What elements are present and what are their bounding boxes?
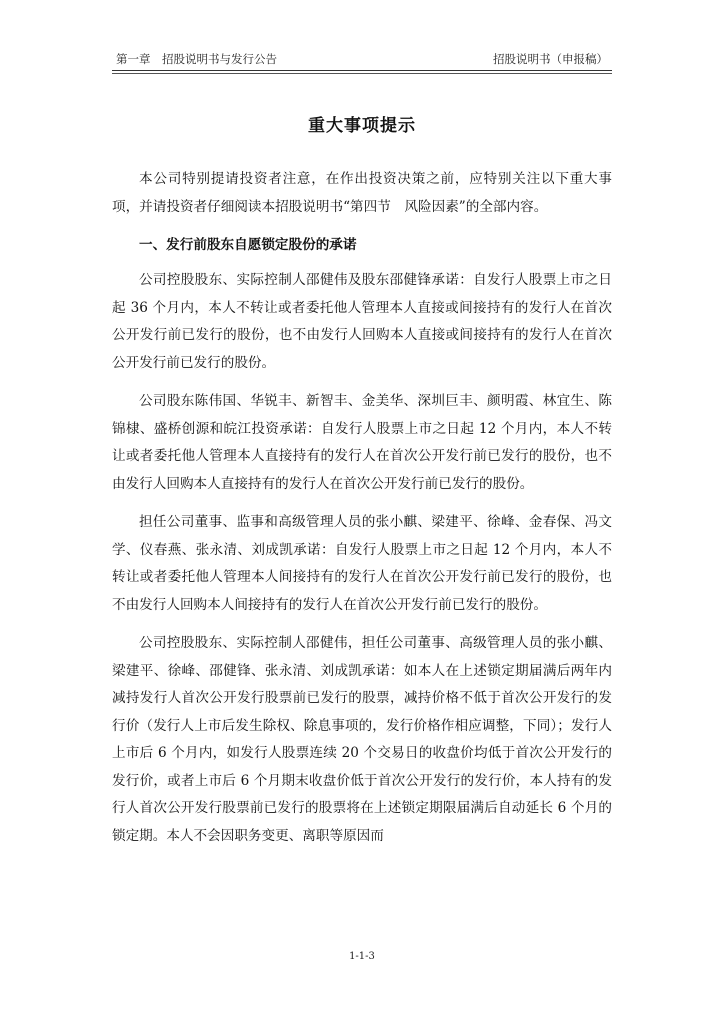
header-rule-thick [112,70,612,71]
page-title: 重大事项提示 [308,116,416,136]
page-number: 1-1-3 [349,951,375,962]
body-paragraph: 担任公司董事、监事和高级管理人员的张小麒、梁建平、徐峰、金春保、冯文学、仪春燕、张永清、刘成凯承诺：自发行人股票上市之日起 12 个月内，本人不转让或者委托他人管理本人间接持有的发行人在首次公开发行前已发行的股份，也不由发行人回购本人间接持有的发行人在首次公开发行前已发行的股份。 [112,514,612,613]
header-document-title: 招股说明书（申报稿） [493,52,608,66]
running-header [112,50,612,68]
header-chapter-title: 第一章 招股说明书与发行公告 [116,52,277,66]
intro-paragraph: 本公司特别提请投资者注意，在作出投资决策之前，应特别关注以下重大事项，并请投资者仔细阅读本招股说明书“第四节 风险因素”的全部内容。 [112,171,612,215]
body-paragraph: 公司控股股东、实际控制人邵健伟，担任公司董事、高级管理人员的张小麒、梁建平、徐峰、邵健锋、张永清、刘成凯承诺：如本人在上述锁定期届满后两年内减持发行人首次公开发行股票前已发行的股票，减持价格不低于首次公开发行的发行价（发行人上市后发生除权、除息事项的，发行价格作相应调整，下同）；发行人上市后 6 个月内，如发行人股票连续 20 个交易日的收盘价均低于首次公开发行的发行价，或者上市后 6 个月期末收盘价低于首次公开发行的发行价，本人持有的发行人首次公开发行股票前已发行的股票将在上述锁定期限届满后自动延长 6 个月的锁定期。本人不会因职务变更、离职等原因而 [112,635,612,844]
document-body [112,166,612,861]
section-heading: 一、发行前股东自愿锁定股份的承诺 [139,237,357,253]
body-paragraph: 公司控股股东、实际控制人邵健伟及股东邵健锋承诺：自发行人股票上市之日起 36 个月内，本人不转让或者委托他人管理本人直接或间接持有的发行人在首次公开发行前已发行的股份，也不由发行人回购本人直接或间接持有的发行人在首次公开发行前已发行的股份。 [112,272,612,371]
body-paragraph: 公司股东陈伟国、华锐丰、新智丰、金美华、深圳巨丰、颜明霞、林宜生、陈锦棣、盛桥创源和皖江投资承诺：自发行人股票上市之日起 12 个月内，本人不转让或者委托他人管理本人直接持有的发行人在首次公开发行前已发行的股份，也不由发行人回购本人直接持有的发行人在首次公开发行前已发行的股份。 [112,393,612,492]
header-rule-thin [112,73,612,74]
